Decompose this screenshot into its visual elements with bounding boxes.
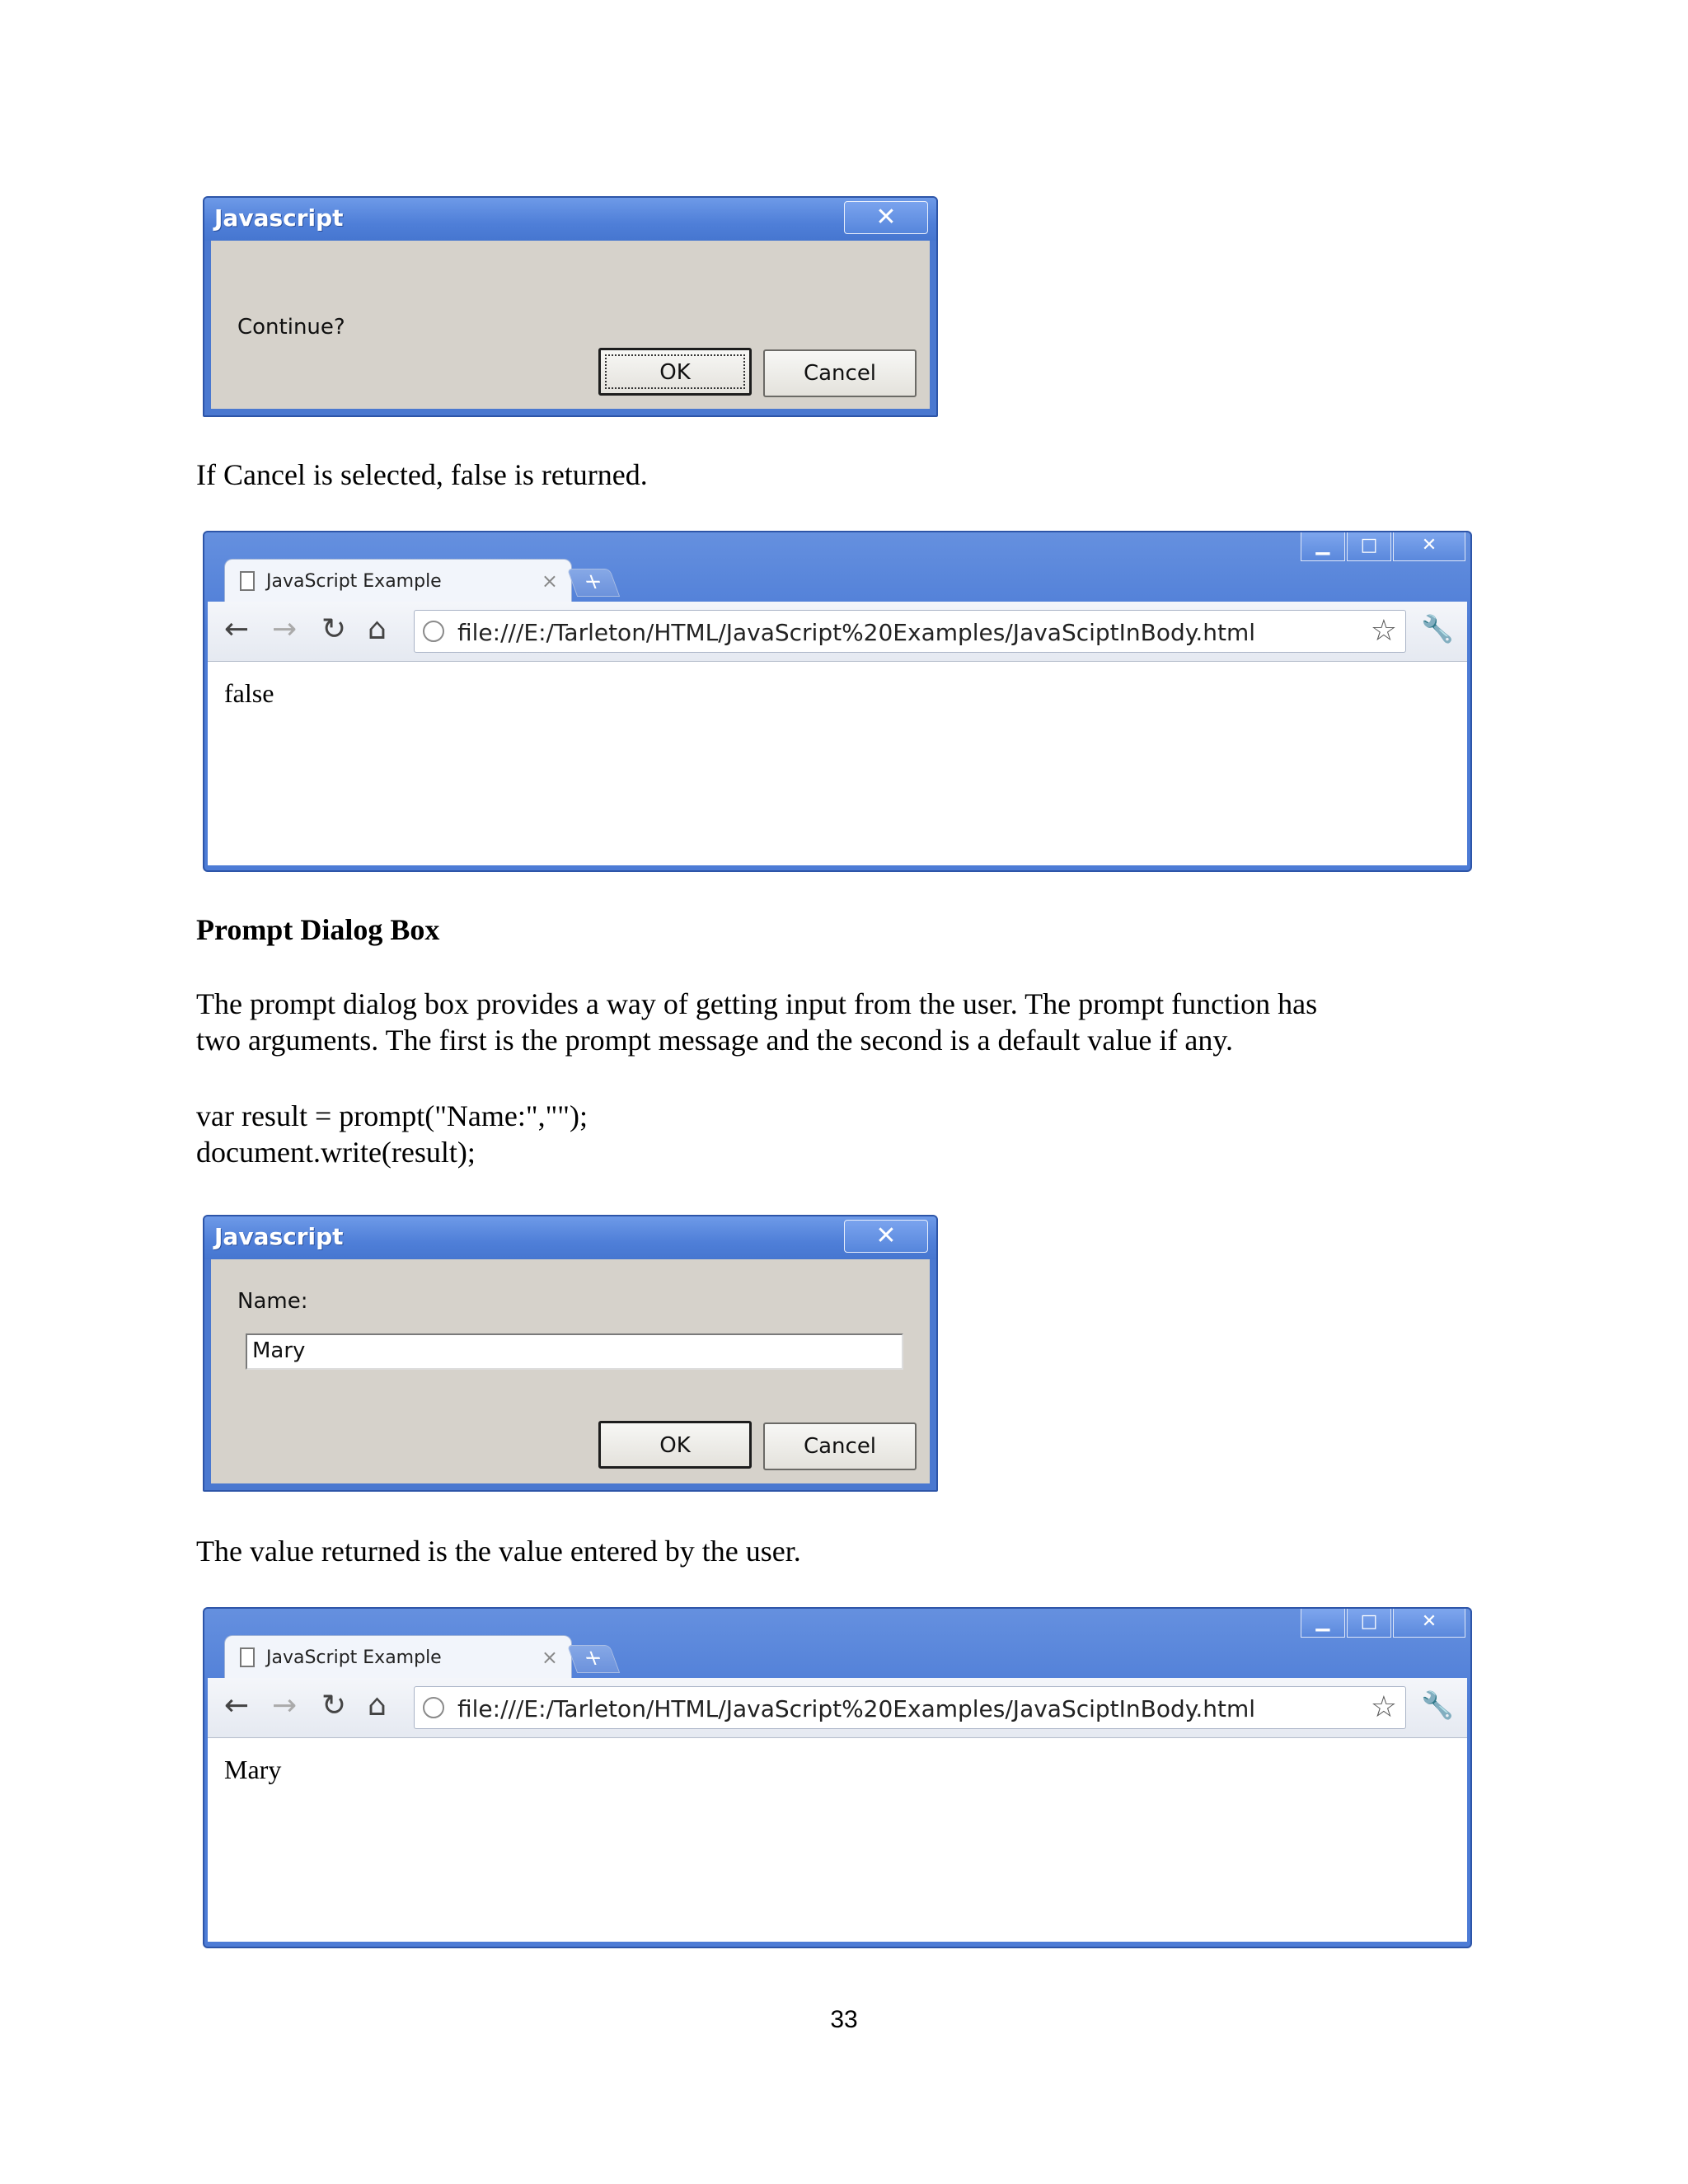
minimize-icon[interactable]: ▁ — [1301, 1609, 1345, 1638]
ok-button-label: OK — [605, 354, 745, 389]
cancel-button[interactable]: Cancel — [763, 1422, 917, 1470]
forward-arrow-icon[interactable]: → — [272, 612, 298, 646]
paragraph-cancel-note: If Cancel is selected, false is returned. — [196, 458, 648, 491]
page-number: 33 — [830, 2006, 858, 2033]
code-line-1: var result = prompt("Name:",""); — [196, 1099, 588, 1132]
cancel-button[interactable]: Cancel — [763, 349, 917, 397]
dialog-titlebar[interactable] — [204, 1216, 936, 1259]
description-line-2: two arguments. The first is the prompt message and the second is a default value if any. — [196, 1024, 1234, 1057]
window-controls — [1299, 1609, 1465, 1638]
section-heading: Prompt Dialog Box — [196, 913, 440, 946]
home-icon[interactable]: ⌂ — [368, 612, 387, 646]
url-text: file:///E:/Tarleton/HTML/JavaScript%20Examples/JavaSciptInBody.html — [457, 1695, 1256, 1722]
tab-title: JavaScript Example — [266, 1647, 442, 1668]
paragraph-return-note: The value returned is the value entered by the user. — [196, 1535, 801, 1568]
home-icon[interactable]: ⌂ — [368, 1689, 387, 1722]
minimize-icon[interactable]: ▁ — [1301, 532, 1345, 561]
bookmark-star-icon[interactable]: ☆ — [1370, 1690, 1397, 1724]
code-line-2: document.write(result); — [196, 1136, 476, 1169]
browser-toolbar — [208, 602, 1467, 662]
page-icon — [240, 1647, 255, 1667]
browser-toolbar — [208, 1678, 1467, 1738]
page-viewport — [208, 662, 1467, 865]
confirm-dialog — [203, 196, 938, 417]
dialog-message: Continue? — [237, 315, 345, 340]
browser-tab[interactable] — [224, 1635, 572, 1679]
dialog-title: Javascript — [214, 1223, 344, 1250]
tab-close-icon[interactable]: × — [541, 1646, 558, 1669]
browser-window — [203, 531, 1472, 872]
address-bar[interactable] — [414, 610, 1406, 653]
page-content-text: false — [224, 678, 274, 708]
reload-icon[interactable]: ↻ — [321, 1689, 347, 1722]
address-bar[interactable] — [414, 1686, 1406, 1729]
page-content-text: Mary — [224, 1755, 282, 1784]
bookmark-star-icon[interactable]: ☆ — [1370, 614, 1397, 648]
url-text: file:///E:/Tarleton/HTML/JavaScript%20Examples/JavaSciptInBody.html — [457, 619, 1256, 646]
window-close-icon[interactable]: ✕ — [1393, 1609, 1465, 1638]
dialog-body — [211, 1259, 930, 1483]
ok-button[interactable]: OK — [598, 1421, 752, 1469]
wrench-icon[interactable]: 🔧 — [1421, 1690, 1454, 1721]
globe-icon — [423, 621, 444, 642]
page-icon — [240, 571, 255, 591]
browser-window — [203, 1607, 1472, 1948]
new-tab-button[interactable]: + — [567, 1645, 620, 1673]
dialog-body — [211, 241, 930, 409]
new-tab-button[interactable]: + — [567, 569, 620, 597]
prompt-message: Name: — [237, 1289, 308, 1314]
dialog-title: Javascript — [214, 204, 344, 232]
close-icon[interactable]: ✕ — [844, 201, 928, 234]
wrench-icon[interactable]: 🔧 — [1421, 613, 1454, 644]
window-controls — [1299, 532, 1465, 562]
prompt-dialog — [203, 1215, 938, 1492]
back-arrow-icon[interactable]: ← — [224, 1689, 250, 1722]
ok-button[interactable] — [598, 348, 752, 396]
description-line-1: The prompt dialog box provides a way of getting input from the user. The prompt function has — [196, 987, 1318, 1020]
tab-title: JavaScript Example — [266, 571, 442, 592]
tab-close-icon[interactable]: × — [541, 569, 558, 593]
back-arrow-icon[interactable]: ← — [224, 612, 250, 646]
forward-arrow-icon[interactable]: → — [272, 1689, 298, 1722]
maximize-icon[interactable]: □ — [1347, 532, 1391, 561]
close-icon[interactable]: ✕ — [844, 1220, 928, 1253]
browser-tab[interactable] — [224, 559, 572, 602]
maximize-icon[interactable]: □ — [1347, 1609, 1391, 1638]
dialog-titlebar[interactable] — [204, 198, 936, 241]
reload-icon[interactable]: ↻ — [321, 612, 347, 646]
prompt-input[interactable]: Mary — [246, 1333, 903, 1370]
page-viewport — [208, 1738, 1467, 1942]
window-close-icon[interactable]: ✕ — [1393, 532, 1465, 561]
globe-icon — [423, 1697, 444, 1718]
